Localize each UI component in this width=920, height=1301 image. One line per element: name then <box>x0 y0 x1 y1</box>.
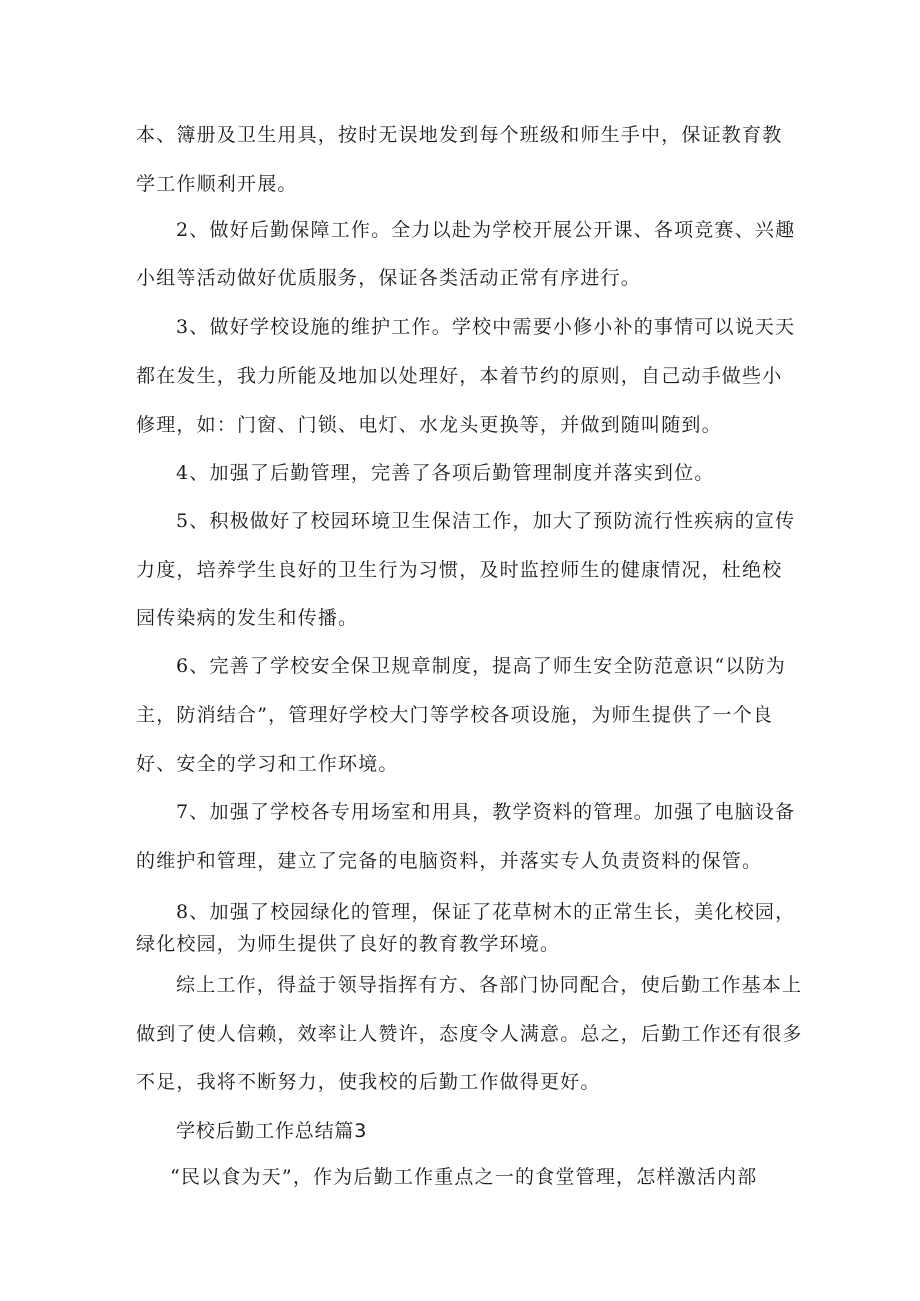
text-line: 5、积极做好了校园环境卫生保洁工作，加大了预防流行性疾病的宣传 <box>176 510 796 532</box>
text-line: 主，防消结合”，管理好学校大门等学校各项设施，为师生提供了一个良 <box>136 704 774 726</box>
text-line: 4、加强了后勤管理，完善了各项后勤管理制度并落实到位。 <box>176 462 715 484</box>
text-line: 好、安全的学习和工作环境。 <box>136 753 399 775</box>
text-line: 7、加强了学校各专用场室和用具，教学资料的管理。加强了电脑设备 <box>176 801 796 823</box>
text-line: 都在发生，我力所能及地加以处理好，本着节约的原则，自己动手做些小 <box>136 365 783 387</box>
text-line: 力度，培养学生良好的卫生行为习惯，及时监控师生的健康情况，杜绝校 <box>136 559 783 581</box>
text-line: 6、完善了学校安全保卫规章制度，提高了师生安全防范意识“以防为 <box>176 655 787 677</box>
text-line: 不足，我将不断努力，使我校的后勤工作做得更好。 <box>136 1071 601 1093</box>
text-line: 学工作顺利开展。 <box>136 173 298 195</box>
section-heading: 学校后勤工作总结篇3 <box>176 1120 368 1142</box>
text-line: 绿化校园，为师生提供了良好的教育教学环境。 <box>136 933 561 955</box>
text-line: 3、做好学校设施的维护工作。学校中需要小修小补的事情可以说天天 <box>176 316 796 338</box>
text-line: 综上工作，得益于领导指挥有方、各部门协同配合，使后勤工作基本上 <box>176 974 803 996</box>
text-line: 2、做好后勤保障工作。全力以赴为学校开展公开课、各项竞赛、兴趣 <box>176 219 796 241</box>
text-line: 8、加强了校园绿化的管理，保证了花草树木的正常生长，美化校园， <box>176 901 796 923</box>
text-line: “民以食为天”，作为后勤工作重点之一的食堂管理，怎样激活内部 <box>170 1166 758 1188</box>
text-line: 园传染病的发生和传播。 <box>136 607 359 629</box>
text-line: 小组等活动做好优质服务，保证各类活动正常有序进行。 <box>136 267 642 289</box>
text-line: 的维护和管理，建立了完备的电脑资料，并落实专人负责资料的保管。 <box>136 850 763 872</box>
text-line: 本、簿册及卫生用具，按时无误地发到每个班级和师生手中，保证教育教 <box>136 124 783 146</box>
text-line: 修理，如：门窗、门锁、电灯、水龙头更换等，并做到随叫随到。 <box>136 414 722 436</box>
text-line: 做到了使人信赖，效率让人赞许，态度令人满意。总之，后勤工作还有很多 <box>136 1023 803 1045</box>
